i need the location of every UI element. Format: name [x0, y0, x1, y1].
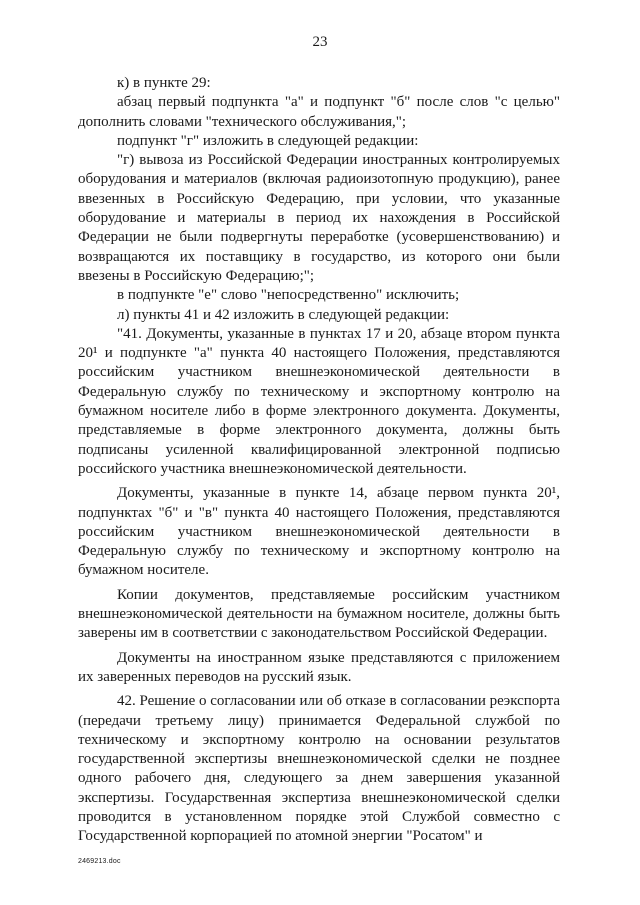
paragraph-point-41-documents: Документы, указанные в пункте 14, абзаце первом пункта 20¹, подпунктах "б" и "в" пункта 40 настоящего Положения, представляются российским участником внешнеэкономической деятельности в Федеральную службу по техническому и экспортному контролю на бумажном носителе.: [78, 485, 560, 579]
paragraph-subitem-g-text: "г) вывоза из Российской Федерации иностранных контролируемых оборудования и материалов (включая радиоизотопную продукцию), ранее ввезенных в Российскую Федерацию, при условии, что указанные оборудование и материалы в период их нахождения в Российской Федерации не были подвергнуты переработке (усовершенствованию) и возвращаются их поставщику в государство, из которого они были ввезены в Российскую Федерацию;";: [78, 152, 560, 284]
paragraph-subitem-a-b: абзац первый подпункта "а" и подпункт "б" после слов "с целью" дополнить словами "технического обслуживания,";: [78, 94, 560, 130]
paragraph-item-k: к) в пункте 29:: [117, 75, 211, 91]
paragraph-point-41: "41. Документы, указанные в пунктах 17 и 20, абзаце втором пункта 20¹ и подпункте "а" пункта 40 настоящего Положения, представляются российским участником внешнеэкономической деятельности в Федеральную службу по техническому и экспортному контролю на бумажном носителе либо в форме электронного документа. Документы, представляемые в форме электронного документа, должны быть подписаны усиленной квалифицированной электронной подписью российского участника внешнеэкономической деятельности.: [78, 325, 560, 477]
paragraph-point-42: 42. Решение о согласовании или об отказе в согласовании реэкспорта (передачи третьему лицу) принимается Федеральной службой по техническому и экспортному контролю на основании результатов государственной экспертизы внешнеэкономической сделки не позднее одного рабочего дня, следующего за днем завершения указанной экспертизы. Государственная экспертиза внешнеэкономической сделки проводится в установленном порядке этой Службой совместно с Государственной корпорацией по атомной энергии "Росатом" и: [78, 693, 560, 845]
page-number: 23: [312, 34, 328, 50]
paragraph-point-41-copies: Копии документов, представляемые российским участником внешнеэкономической деятельности на бумажном носителе, должны быть заверены им в соответствии с законодательством Российской Федерации.: [78, 586, 560, 642]
footer-filename: 2469213.doc: [78, 858, 121, 865]
paragraph-item-l: л) пункты 41 и 42 изложить в следующей редакции:: [117, 306, 450, 323]
paragraph-subitem-g-intro: подпункт "г" изложить в следующей редакции:: [117, 132, 419, 149]
paragraph-point-41-foreign-language: Документы на иностранном языке представляются с приложением их заверенных переводов на русский язык.: [78, 649, 560, 685]
paragraph-subitem-e: в подпункте "е" слово "непосредственно" исключить;: [117, 287, 460, 304]
document-body: [78, 74, 560, 847]
